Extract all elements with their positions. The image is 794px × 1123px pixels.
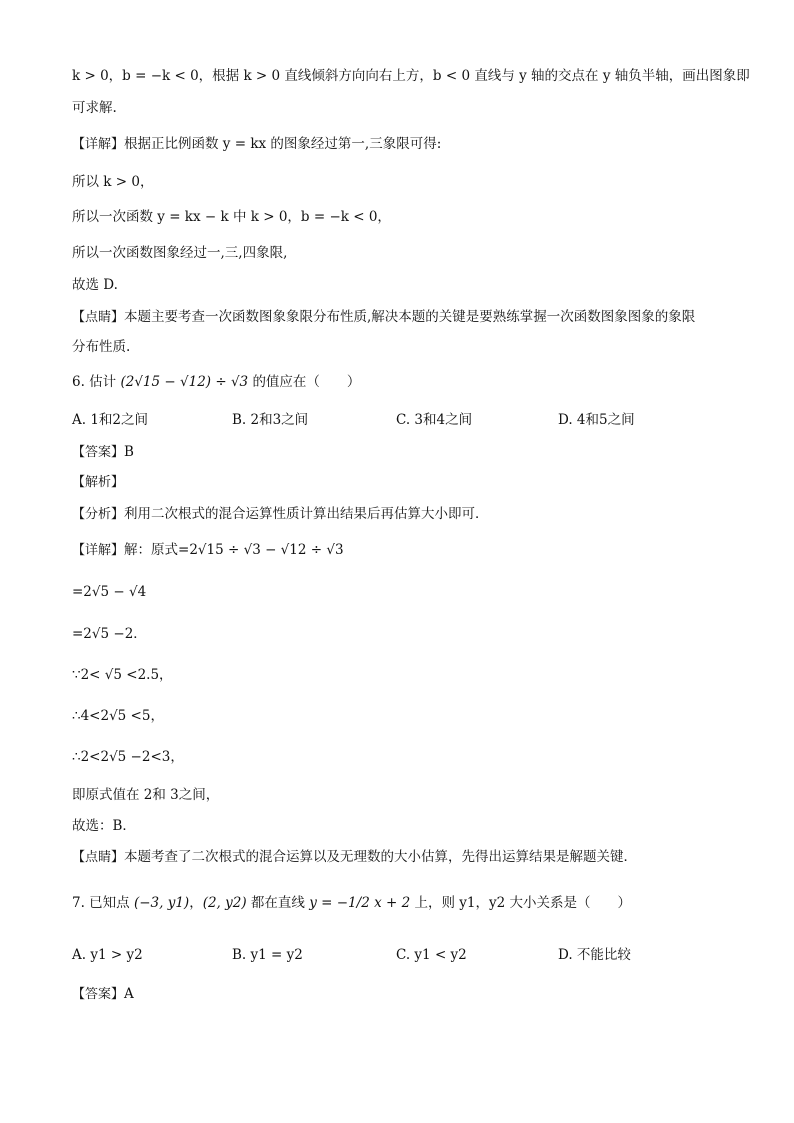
q6-option-c: C. 3和4之间: [396, 412, 473, 428]
q6-detail: [72, 540, 734, 561]
comment-label: 【点睛】: [72, 850, 125, 865]
q5-step-1: 所以 k > 0，: [72, 174, 154, 190]
q6-number: 6. 估计: [72, 374, 117, 390]
q6-step: =2√5 −2．: [72, 626, 147, 642]
q7-stem-suffix: 上，则 y1，y2 大小关系是（ ）: [414, 895, 631, 911]
detail-text: 根据正比例函数 y = kx 的图象经过第一,三象限可得:: [124, 136, 442, 152]
q5-comment-2: 分布性质.: [72, 339, 131, 355]
q6-stem-suffix: 的值应在（ ）: [252, 374, 361, 390]
answer-label: 【答案】: [72, 987, 125, 1002]
q7-separator: ，: [189, 895, 203, 911]
q6-step: ∴2<2√5 −2<3，: [72, 749, 184, 765]
q6-expression: (2√15 − √12) ÷ √3: [120, 374, 249, 390]
q5-comment-1: [72, 307, 734, 328]
q7-stem: [72, 893, 734, 913]
answer-value: A: [124, 986, 134, 1002]
q5-choose: 故选 D.: [72, 277, 118, 293]
detail-label: 【详解】: [72, 543, 125, 558]
q7-option-c: C. y1 < y2: [396, 947, 467, 963]
answer-label: 【答案】: [72, 445, 125, 460]
q6-option-a: A. 1和2之间: [72, 412, 149, 428]
comment-text: 本题主要考查一次函数图象象限分布性质,解决本题的关键是要熟练掌握一次函数图象图象的象限: [124, 309, 696, 325]
q6-option-b: B. 2和3之间: [232, 412, 309, 428]
q5-detail: [72, 134, 734, 155]
comment-text: 本题考查了二次根式的混合运算以及无理数的大小估算，先得出运算结果是解题关键．: [124, 849, 638, 865]
q5-step-3: 所以一次函数图象经过一,三,四象限,: [72, 245, 288, 261]
fenxi-text: 利用二次根式的混合运算性质计算出结果后再估算大小即可．: [124, 506, 489, 522]
q6-comment: [72, 847, 734, 868]
analysis-label: 【解析】: [72, 475, 125, 490]
q7-line-equation: y = −1/2 x + 2: [309, 895, 411, 911]
q5-analysis-line-2: 可求解.: [72, 100, 117, 116]
q6-stem: [72, 372, 734, 392]
q6-analysis-label: [72, 472, 734, 493]
q6-step: ∵2< √5 <2.5，: [72, 667, 173, 683]
q7-number: 7. 已知点: [72, 895, 130, 911]
q7-option-a: A. y1 > y2: [72, 947, 143, 963]
q7-answer: [72, 984, 734, 1005]
q5-analysis-line-1: k > 0，b = −k < 0，根据 k > 0 直线倾斜方向向右上方，b < 0 直线与 y 轴的交点在 y 轴负半轴，画出图象即: [72, 68, 750, 84]
q7-option-d: D. 不能比较: [558, 947, 631, 963]
comment-label: 【点睛】: [72, 310, 125, 325]
q6-answer: [72, 442, 734, 463]
answer-value: B: [124, 444, 134, 460]
q6-step: 故选：B．: [72, 818, 136, 834]
q5-step-2: 所以一次函数 y = kx − k 中 k > 0，b = −k < 0，: [72, 209, 391, 225]
q6-fenxi: [72, 504, 734, 525]
q7-middle: 都在直线: [250, 895, 305, 911]
q7-option-b: B. y1 = y2: [232, 947, 303, 963]
q6-option-d: D. 4和5之间: [558, 412, 635, 428]
q6-step: ∴4<2√5 <5，: [72, 708, 164, 724]
fenxi-label: 【分析】: [72, 507, 125, 522]
q7-point-2: (2, y2): [202, 895, 247, 911]
q7-point-1: (−3, y1): [133, 895, 190, 911]
detail-label: 【详解】: [72, 137, 125, 152]
q6-step: 即原式值在 2和 3之间，: [72, 787, 220, 803]
detail-text: 解：原式=2√15 ÷ √3 − √12 ÷ √3: [124, 542, 344, 558]
q6-step: =2√5 − √4: [72, 584, 147, 600]
